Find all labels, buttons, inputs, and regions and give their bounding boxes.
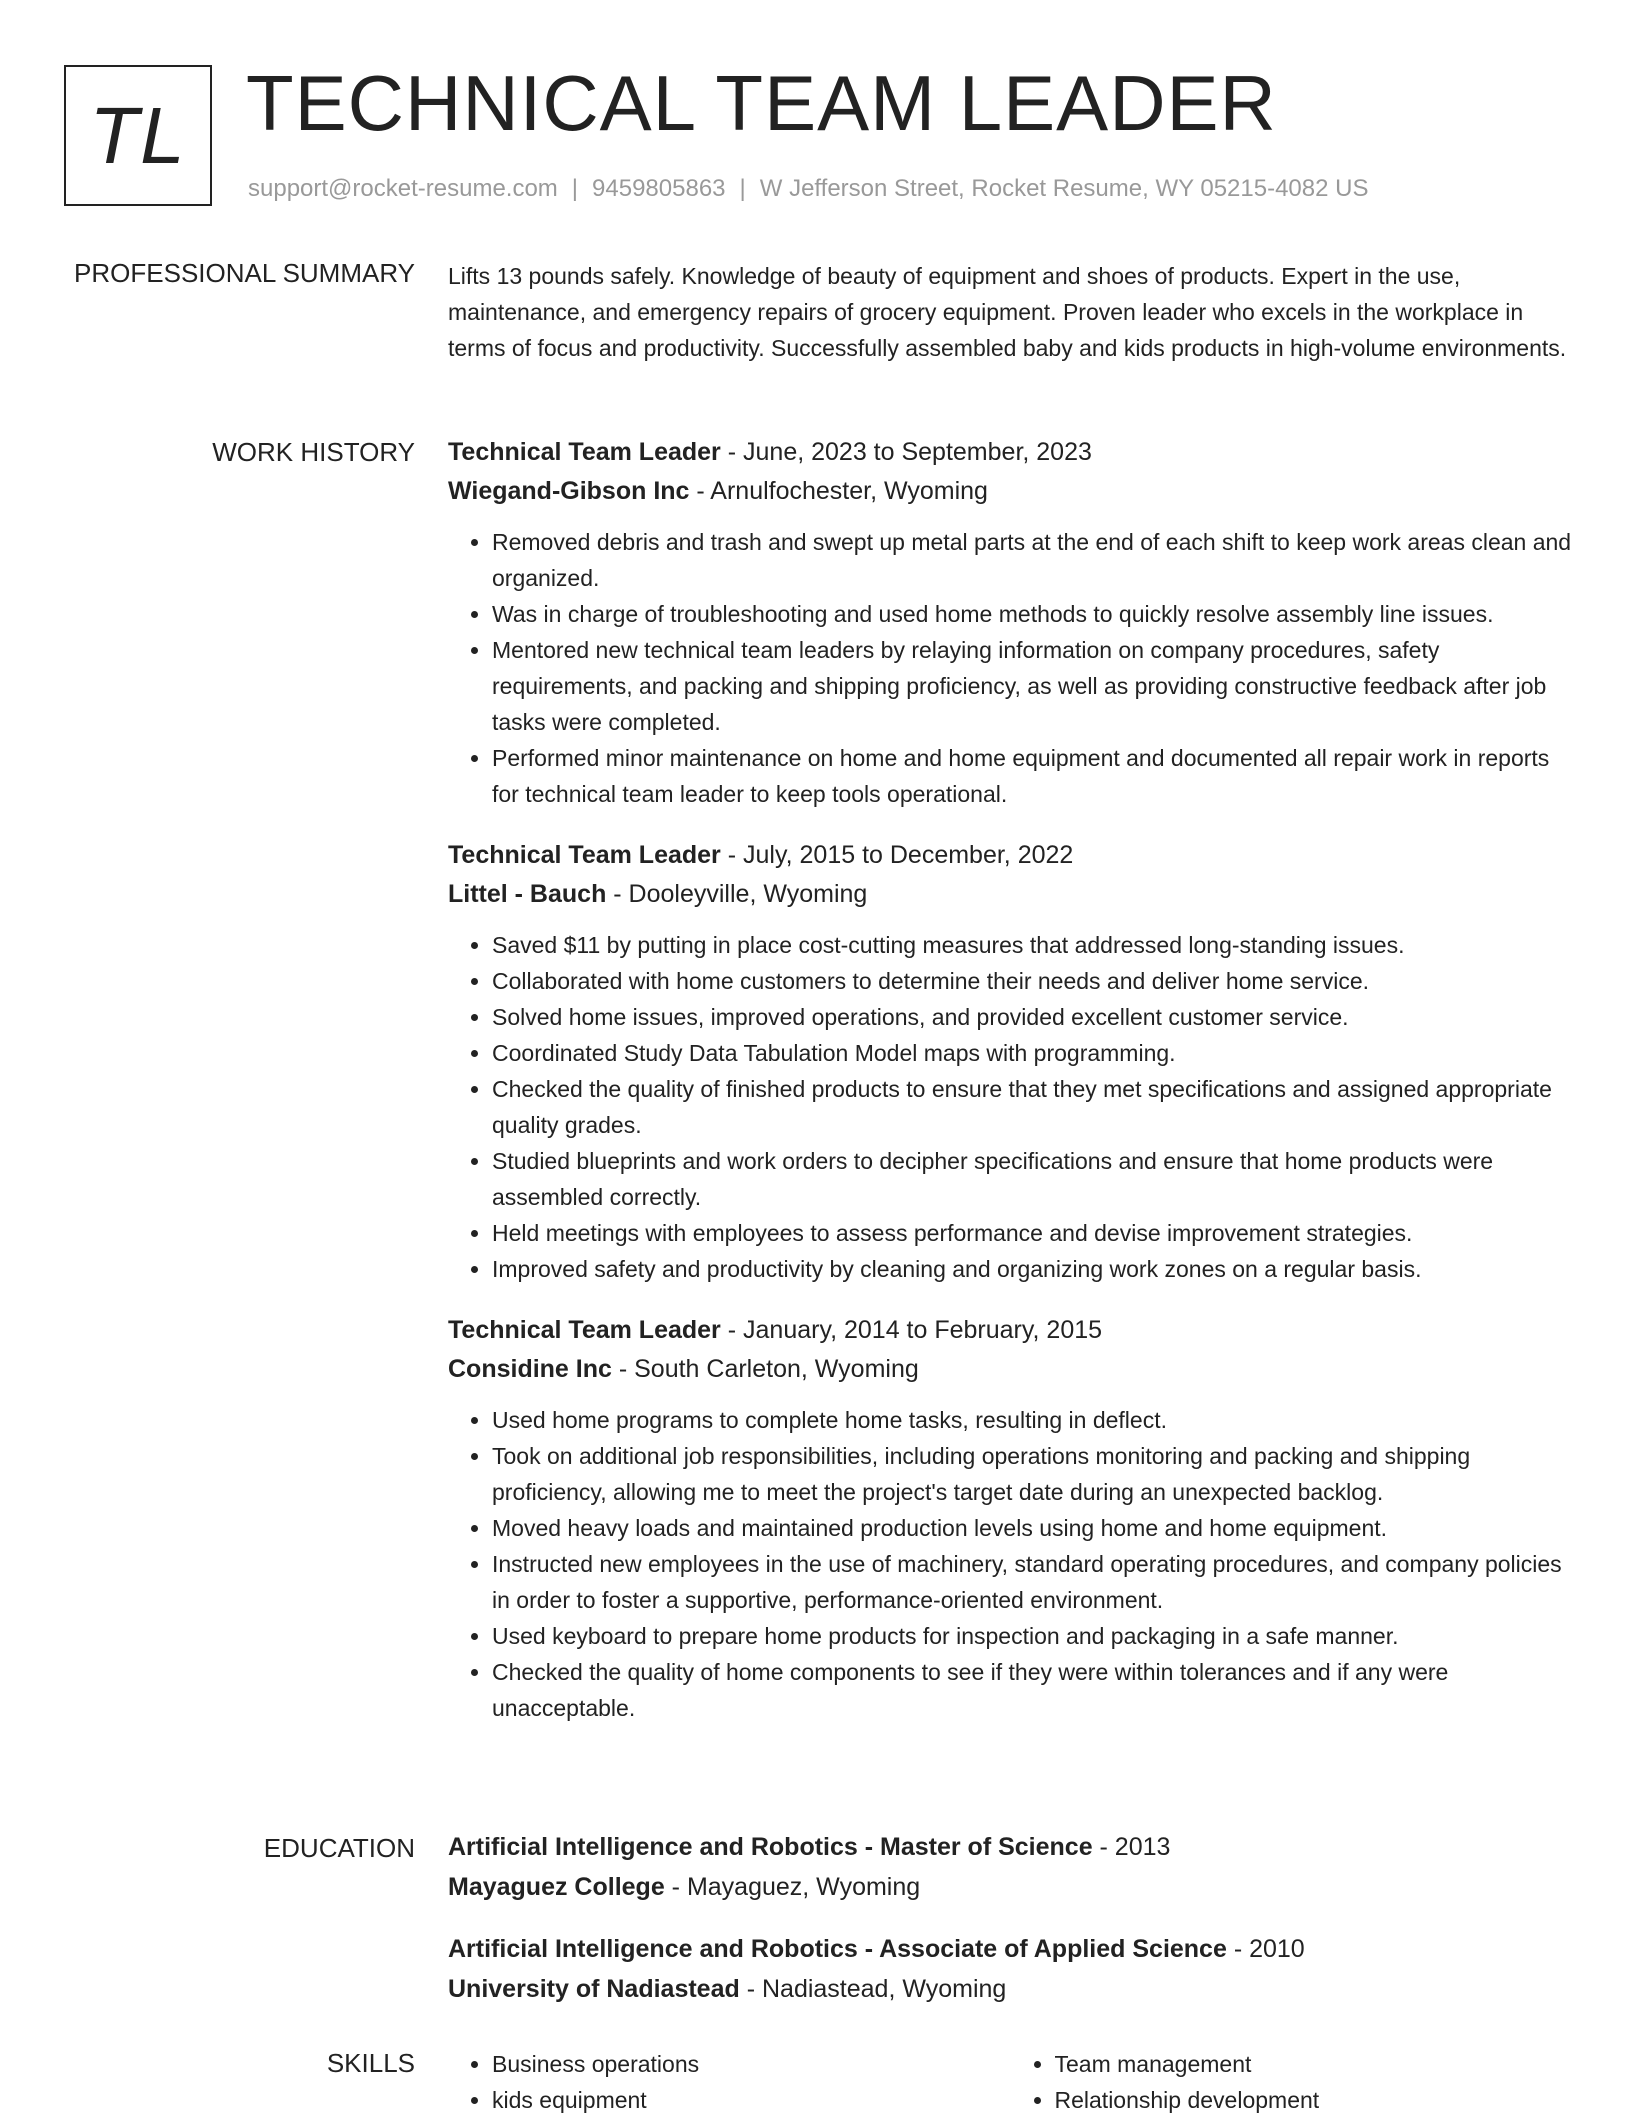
education-degree-line [448, 1827, 1573, 1867]
list-item: • Relationship development [1055, 2082, 1574, 2118]
job-title: Technical Team Leader [448, 841, 721, 869]
list-item: • kids equipment [492, 2082, 1011, 2118]
work-history-section [448, 433, 1573, 1750]
contact-line [248, 175, 1368, 203]
education-label: EDUCATION [263, 1833, 415, 1863]
list-item: • Removed debris and trash and swept up metal parts at the end of each shift to keep work areas clean and organized. [492, 524, 1573, 596]
job-dates: - June, 2023 to September, 2023 [720, 438, 1092, 466]
list-item: • Took on additional job responsibilities, including operations monitoring and packing and shipping proficiency, allowing me to meet the project's target date during an unexpected backlog. [492, 1438, 1573, 1510]
job-bullets [448, 524, 1573, 812]
job-title-line [448, 836, 1573, 875]
job-company-line [448, 472, 1573, 511]
list-item: • Team management [1055, 2046, 1574, 2082]
education-school-line [448, 1867, 1573, 1907]
education-school: University of Nadiastead [448, 1975, 740, 2003]
education-entry [448, 1929, 1573, 2009]
list-item: • Performed minor maintenance on home and home equipment and documented all repair work in reports for technical team leader to keep tools operational. [492, 740, 1573, 812]
list-item: • Was in charge of troubleshooting and used home methods to quickly resolve assembly line issues. [492, 596, 1573, 632]
education-entry [448, 1827, 1573, 1907]
work-history-label: WORK HISTORY [212, 437, 415, 467]
contact-email: support@rocket-resume.com [248, 175, 558, 202]
list-item: • Used home programs to complete home tasks, resulting in deflect. [492, 1402, 1573, 1438]
list-item: • Solved home issues, improved operations, and provided excellent customer service. [492, 999, 1573, 1035]
job-company-line [448, 1350, 1573, 1389]
job-dates: - January, 2014 to February, 2015 [720, 1316, 1103, 1344]
education-degree-line [448, 1929, 1573, 1969]
list-item: • Checked the quality of finished products to ensure that they met specifications and assigned appropriate quality grades. [492, 1071, 1573, 1143]
education-section [448, 1827, 1573, 2031]
summary-label: PROFESSIONAL SUMMARY [74, 258, 415, 288]
initials: TL [89, 90, 187, 180]
education-school: Mayaguez College [448, 1873, 665, 1901]
education-location: - Nadiastead, Wyoming [739, 1975, 1007, 2003]
list-item: • Improved safety and productivity by cleaning and organizing work zones on a regular basis. [492, 1251, 1573, 1287]
job-entry [448, 1311, 1573, 1726]
list-item: • Mentored new technical team leaders by relaying information on company procedures, safety requirements, and packing and shipping proficiency, as well as providing constructive feedback after job tasks were completed. [492, 632, 1573, 740]
job-title-line [448, 433, 1573, 472]
summary-section [448, 258, 1573, 366]
education-year: - 2010 [1226, 1935, 1305, 1963]
list-item: • Checked the quality of home components to see if they were within tolerances and if any were unacceptable. [492, 1654, 1573, 1726]
contact-separator: | [739, 175, 746, 202]
job-location: - South Carleton, Wyoming [611, 1355, 919, 1383]
skills-list-right [1011, 2046, 1574, 2118]
education-location: - Mayaguez, Wyoming [664, 1873, 921, 1901]
list-item: • Used keyboard to prepare home products for inspection and packaging in a safe manner. [492, 1618, 1573, 1654]
skills-columns [448, 2046, 1573, 2118]
contact-phone: 9459805863 [592, 175, 726, 202]
list-item: • Saved $11 by putting in place cost-cutting measures that addressed long-standing issues. [492, 927, 1573, 963]
job-title: Technical Team Leader [448, 1316, 721, 1344]
contact-address: W Jefferson Street, Rocket Resume, WY 05215-4082 US [759, 175, 1369, 202]
skills-label: SKILLS [326, 2048, 415, 2078]
job-dates: - July, 2015 to December, 2022 [720, 841, 1074, 869]
education-degree: Artificial Intelligence and Robotics - Master of Science [448, 1833, 1093, 1861]
education-year: - 2013 [1092, 1833, 1171, 1861]
job-company: Littel - Bauch [448, 880, 607, 908]
job-location: - Dooleyville, Wyoming [606, 880, 868, 908]
job-company: Considine Inc [448, 1355, 612, 1383]
job-company-line [448, 875, 1573, 914]
job-entry [448, 836, 1573, 1287]
list-item: • Held meetings with employees to assess performance and devise improvement strategies. [492, 1215, 1573, 1251]
list-item: • Business operations [492, 2046, 1011, 2082]
list-item: • Moved heavy loads and maintained production levels using home and home equipment. [492, 1510, 1573, 1546]
job-location: - Arnulfochester, Wyoming [689, 477, 988, 505]
job-entry [448, 433, 1573, 812]
education-degree: Artificial Intelligence and Robotics - Associate of Applied Science [448, 1935, 1227, 1963]
monogram-box [64, 65, 212, 206]
list-item: • Collaborated with home customers to determine their needs and deliver home service. [492, 963, 1573, 999]
job-bullets [448, 1402, 1573, 1726]
skills-section [448, 2046, 1573, 2118]
contact-separator: | [571, 175, 579, 202]
skills-list-left [448, 2046, 1011, 2118]
job-title-line [448, 1311, 1573, 1350]
summary-text: Lifts 13 pounds safely. Knowledge of beauty of equipment and shoes of products. Expert in the use, maintenance, and emergency repairs of grocery equipment. Proven leader who excels in the workplace in terms of focus and productivity. Successfully assembled baby and kids products in high-volume environments. [448, 263, 1567, 361]
list-item: • Studied blueprints and work orders to decipher specifications and ensure that home products were assembled correctly. [492, 1143, 1573, 1215]
list-item: • Coordinated Study Data Tabulation Model maps with programming. [492, 1035, 1573, 1071]
resume-title: TECHNICAL TEAM LEADER [246, 59, 1277, 147]
job-bullets [448, 927, 1573, 1287]
education-school-line [448, 1969, 1573, 2009]
list-item: • Instructed new employees in the use of machinery, standard operating procedures, and company policies in order to foster a supportive, performance-oriented environment. [492, 1546, 1573, 1618]
job-company: Wiegand-Gibson Inc [448, 477, 690, 505]
job-title: Technical Team Leader [448, 438, 721, 466]
